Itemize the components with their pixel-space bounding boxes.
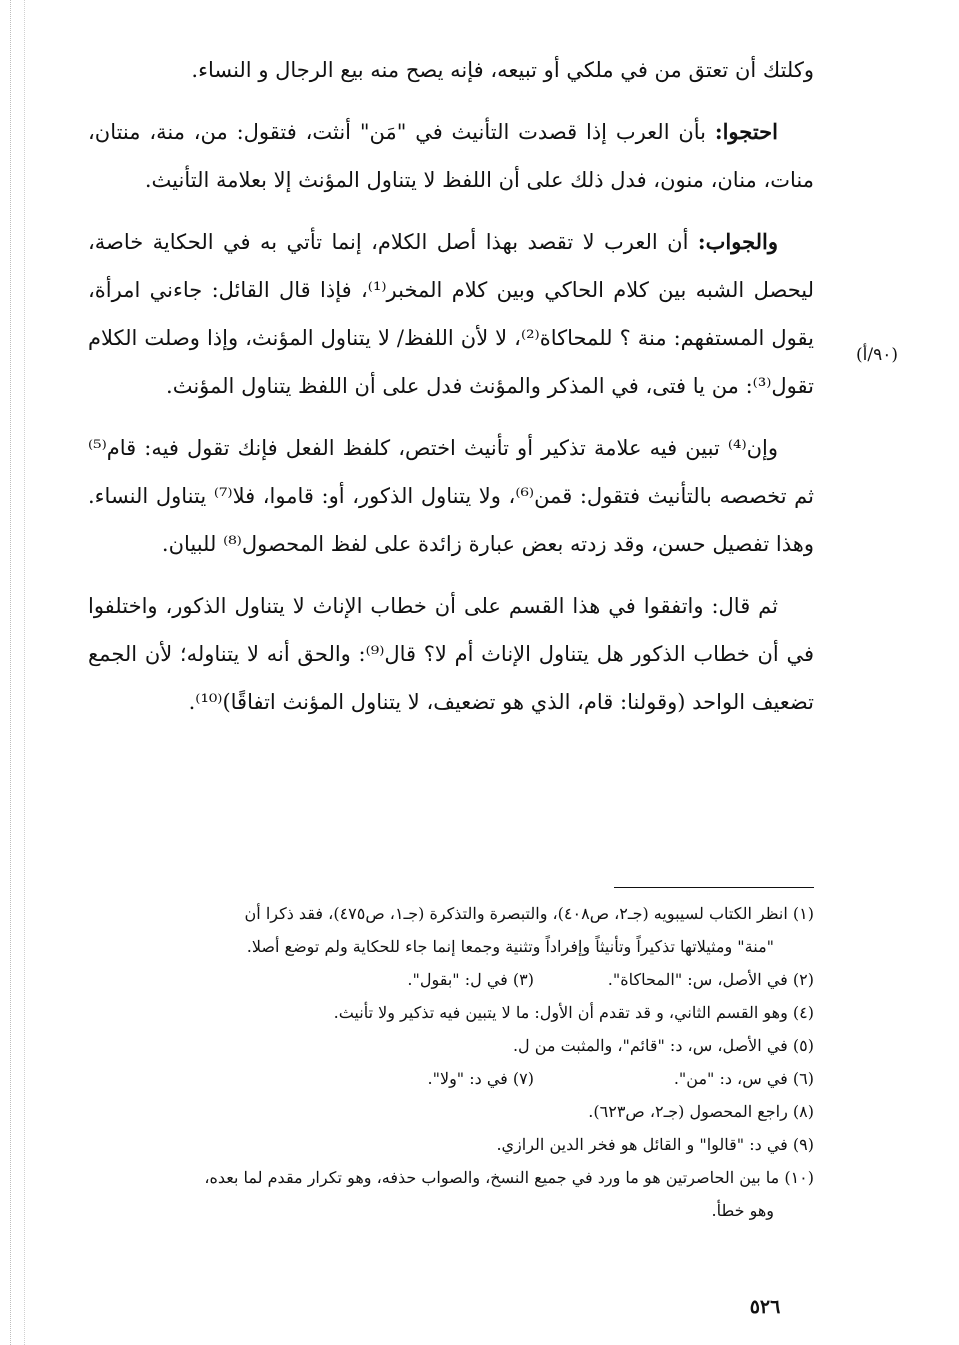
footnote-10: (١٠) ما بين الحاصرتين هو ما ورد في جميع النسخ، والصواب حذفه، وهو تكرار مقدم لما بعده، — [204, 1168, 814, 1187]
footnote-5: (٥) في الأصل، س، د: "قائم"، والمثبت من ل. — [512, 1036, 814, 1055]
page-edge-dots — [10, 0, 13, 1345]
paragraph-1-text: وكلتك أن تعتق من في ملكي أو تبيعه، فإنه يصح منه بيع الرجال و النساء. — [191, 58, 814, 82]
footnote-6: (٦) في س، د: "من". — [673, 1069, 814, 1088]
footnote-1: (١) انظر الكتاب لسيبويه (جـ٢، ص٤٠٨)، والتبصرة والتذكرة (جـ١، ص٤٧٥)، فقد ذكرا أن — [244, 904, 814, 923]
paragraph-1 — [88, 46, 814, 94]
footnote-2: (٢) في الأصل، س: "المحاكاة". — [607, 970, 814, 989]
main-text — [88, 46, 814, 740]
footnote-3: (٣) في ل: "بقول". — [407, 970, 534, 989]
paragraph-2-lead: احتجوا: — [714, 119, 778, 144]
footnote-row-2-3 — [88, 963, 814, 996]
paragraph-5 — [88, 582, 814, 726]
footnote-4: (٤) وهو القسم الثاني، و قد تقدم أن الأول: ما لا يتبين فيه تذكير ولا تأنيث. — [333, 1003, 814, 1022]
paragraph-4 — [88, 424, 814, 568]
footnote-separator — [614, 887, 814, 888]
footnote-10-continued: وهو خطأ. — [711, 1201, 774, 1220]
page-edge-dots-inner — [24, 0, 27, 1345]
footnote-7: (٧) في د: "ولا". — [427, 1069, 534, 1088]
paragraph-5-text: ثم قال: واتفقوا في هذا القسم على أن خطاب الإناث لا يتناول الذكور، واختلفوا في أن خطاب الذكور هل يتناول الإناث أم لا؟ قال⁽⁹⁾: والحق أنه لا يتناوله؛ لأن الجمع تضعيف الواحد (وقولنا: قام، الذي هو تضعيف، لا يتناول المؤنث اتفاقًا)⁽¹⁰⁾. — [88, 594, 814, 714]
paragraph-3 — [88, 218, 814, 410]
manuscript-folio-note: (٩٠/أ) — [856, 345, 898, 365]
footnote-8: (٨) راجع المحصول (جـ٢، ص٦٢٣). — [588, 1102, 814, 1121]
page-number: ٥٢٦ — [749, 1296, 781, 1318]
footnote-row-6-7 — [88, 1062, 814, 1095]
paragraph-3-text: أن العرب لا تقصد بهذا أصل الكلام، إنما تأتي به في الحكاية خاصة، ليحصل الشبه بين كلام الحاكي وبين كلام المخبر⁽¹⁾، فإذا قال القائل: جاءني امرأة، يقول المستفهم: منة ؟ للمحاكاة⁽²⁾، لا لأن اللفظ/ لا يتناول المؤنث، وإذا وصلت الكلام تقول⁽³⁾: من يا فتى، في المذكر والمؤنث فدل على أن اللفظ يتناول المؤنث. — [88, 230, 814, 398]
paragraph-3-lead: والجواب: — [697, 229, 778, 254]
footnote-1-continued: "منة" ومثيلاتها تذكيراً وتأنيثاً وإفراداً وتثنية وجمعا إنما جاء للحكاية ولم توضع أصلا. — [246, 937, 774, 956]
paragraph-2 — [88, 108, 814, 204]
paragraph-4-text: وإن⁽⁴⁾ تبين فيه علامة تذكير أو تأنيث اختص، كلفظ الفعل فإنك تقول فيه: قام⁽⁵⁾ ثم تخصصه بالتأنيث فتقول: قمن⁽⁶⁾، ولا يتناول الذكور، أو: قاموا، فلا⁽⁷⁾ يتناول النساء. وهذا تفصيل حسن، وقد زدته بعض عبارة زائدة على لفظ المحصول⁽⁸⁾ للبيان. — [88, 436, 814, 556]
footnotes — [88, 897, 814, 1227]
paragraph-2-text: بأن العرب إذا قصدت التأنيث في "مَن" أنثت، فتقول: من، منة، منتان، منات، منان، منون، فدل ذلك على أن اللفظ لا يتناول المؤنث إلا بعلامة التأنيث. — [88, 120, 814, 192]
footnote-9: (٩) في د: "قالوا" و القائل هو فخر الدين الرازي. — [496, 1135, 814, 1154]
